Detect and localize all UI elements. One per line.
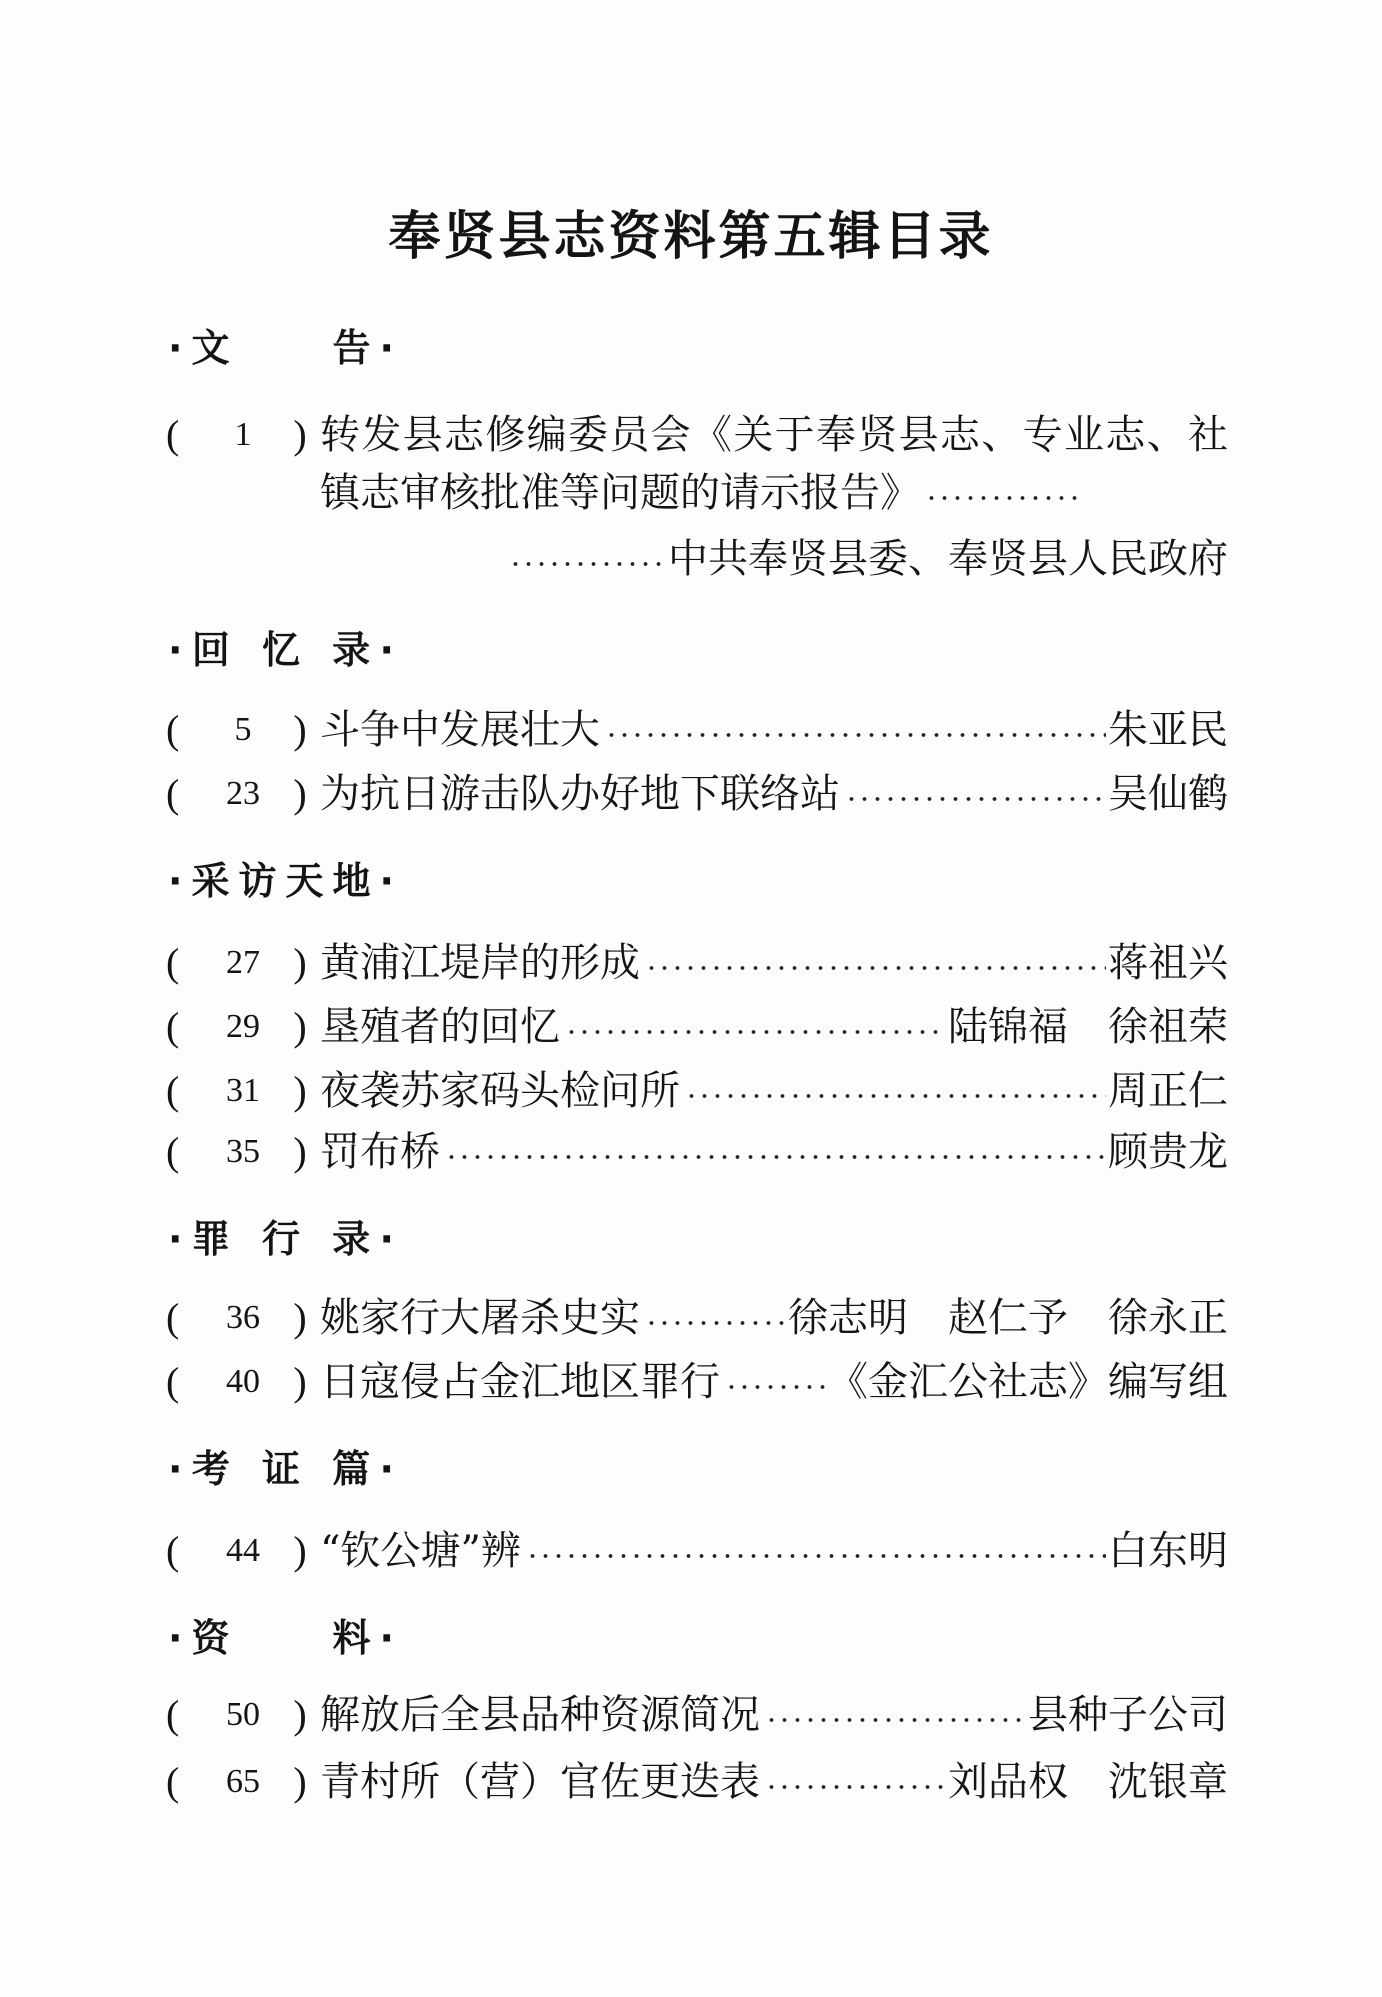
page-bracket-open: ( <box>166 1129 180 1174</box>
page-number: 1 <box>234 416 252 453</box>
toc-entry <box>166 1003 1228 1051</box>
page-number: 44 <box>226 1532 260 1569</box>
page-number: 50 <box>226 1696 260 1733</box>
page-bracket-open: ( <box>166 1759 180 1804</box>
page-bracket-close: ) <box>293 1759 307 1804</box>
page-bracket-close: ) <box>293 1692 307 1737</box>
toc-entry <box>166 1294 1228 1342</box>
page-number: 23 <box>226 775 260 812</box>
entry-author: 朱亚民 <box>1108 707 1228 753</box>
section-heading: ·文 告· <box>168 326 394 370</box>
dot-leader <box>642 1294 786 1342</box>
entry-title: 青村所（营）官佐更迭表 <box>320 1759 760 1805</box>
dot-leader <box>762 1691 1026 1739</box>
entry-title: 解放后全县品种资源简况 <box>320 1692 760 1738</box>
section-heading: ·资 料· <box>168 1616 394 1660</box>
page-bracket-close: ) <box>293 1295 307 1340</box>
page-bracket-open: ( <box>166 1295 180 1340</box>
section-heading: ·罪 行 录· <box>168 1217 394 1261</box>
toc-entry-continuation <box>166 535 1228 583</box>
page-bracket-close: ) <box>293 1068 307 1113</box>
page-number: 40 <box>226 1363 260 1400</box>
toc-entry <box>166 1358 1228 1406</box>
dot-leader <box>682 1067 1106 1115</box>
dot-leader <box>562 1003 946 1051</box>
page-bracket-open: ( <box>166 1692 180 1737</box>
page-bracket-close: ) <box>293 1359 307 1404</box>
toc-entry <box>166 1691 1228 1739</box>
toc-entry <box>166 1067 1228 1115</box>
dot-leader <box>523 1527 1106 1575</box>
section-heading: ·采访天地· <box>168 859 394 903</box>
entry-title: “钦公塘”辨 <box>320 1528 521 1574</box>
page-bracket-close: ) <box>293 1528 307 1573</box>
entry-title: 斗争中发展壮大 <box>320 707 600 753</box>
dot-leader <box>762 1758 946 1806</box>
toc-entry <box>166 1758 1228 1806</box>
page-number: 65 <box>226 1763 260 1800</box>
entry-author: 刘品权 沈银章 <box>948 1759 1228 1805</box>
entry-author: 《金汇公社志》编写组 <box>828 1359 1228 1405</box>
page-number: 29 <box>226 1008 260 1045</box>
page-bracket-close: ) <box>293 1004 307 1049</box>
page-bracket-open: ( <box>166 940 180 985</box>
page-number: 35 <box>226 1133 260 1170</box>
toc-entry-continuation <box>166 469 1228 517</box>
entry-title: 日寇侵占金汇地区罪行 <box>320 1359 720 1405</box>
entry-author: 中共奉贤县委、奉贤县人民政府 <box>668 536 1228 582</box>
entry-title: 罚布桥 <box>320 1129 440 1175</box>
entry-author: 顾贵龙 <box>1108 1129 1228 1175</box>
page-bracket-open: ( <box>166 1068 180 1113</box>
dot-leader <box>722 1358 826 1406</box>
entry-title-line: 镇志审核批准等问题的请示报告》 <box>320 470 920 516</box>
page-bracket-open: ( <box>166 707 180 752</box>
section-heading: ·考 证 篇· <box>168 1447 394 1491</box>
page-bracket-open: ( <box>166 1359 180 1404</box>
page-bracket-open: ( <box>166 412 180 457</box>
toc-entry <box>166 939 1228 987</box>
page-number: 27 <box>226 944 260 981</box>
dot-leader <box>506 535 666 583</box>
toc-entry <box>166 1527 1228 1575</box>
page-bracket-close: ) <box>293 707 307 752</box>
page-bracket-open: ( <box>166 771 180 816</box>
entry-title: 为抗日游击队办好地下联络站 <box>320 771 840 817</box>
entry-author: 陆锦福 徐祖荣 <box>948 1004 1228 1050</box>
page-bracket-close: ) <box>293 771 307 816</box>
page-title: 奉贤县志资料第五辑目录 <box>388 207 994 267</box>
entry-author: 白东明 <box>1108 1528 1228 1574</box>
page-bracket-close: ) <box>293 940 307 985</box>
entry-title: 黄浦江堤岸的形成 <box>320 940 640 986</box>
page-bracket-open: ( <box>166 1528 180 1573</box>
toc-entry <box>166 706 1228 754</box>
dot-leader <box>642 939 1106 987</box>
entry-title: 姚家行大屠杀史实 <box>320 1295 640 1341</box>
entry-author: 周正仁 <box>1108 1068 1228 1114</box>
toc-entry <box>166 411 1228 459</box>
dot-leader <box>602 706 1106 754</box>
entry-title: 垦殖者的回忆 <box>320 1004 560 1050</box>
entry-title: 夜袭苏家码头检问所 <box>320 1068 680 1114</box>
entry-author: 蒋祖兴 <box>1108 940 1228 986</box>
entry-author: 吴仙鹤 <box>1108 771 1228 817</box>
dot-leader <box>842 770 1106 818</box>
page-number: 31 <box>226 1072 260 1109</box>
page-bracket-close: ) <box>293 1129 307 1174</box>
section-heading: ·回 忆 录· <box>168 628 394 672</box>
entry-title-line: 转发县志修编委员会《关于奉贤县志、专业志、社 <box>320 412 1228 458</box>
page-number: 5 <box>234 711 252 748</box>
dot-leader <box>442 1128 1106 1176</box>
toc-entry <box>166 770 1228 818</box>
page-bracket-open: ( <box>166 1004 180 1049</box>
page-bracket-close: ) <box>293 412 307 457</box>
page-number: 36 <box>226 1299 260 1336</box>
entry-author: 徐志明 赵仁予 徐永正 <box>788 1295 1228 1341</box>
dot-leader <box>922 469 1082 517</box>
entry-author: 县种子公司 <box>1028 1692 1228 1738</box>
toc-entry <box>166 1128 1228 1176</box>
